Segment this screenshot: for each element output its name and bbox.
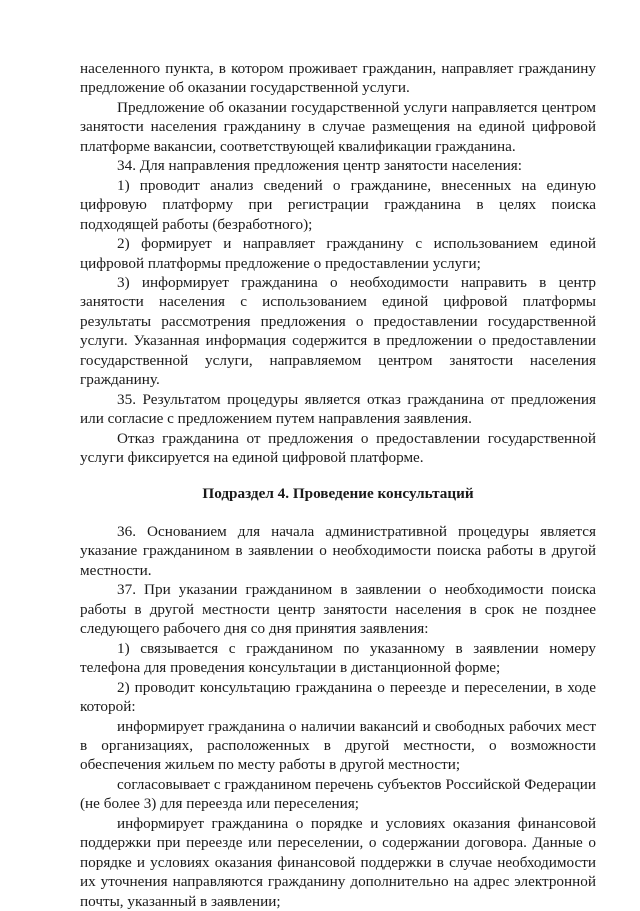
paragraph: 2) проводит консультацию гражданина о переезде и переселении, в ходе которой:	[80, 678, 596, 716]
paragraph: населенного пункта, в котором проживает гражданин, направляет гражданину предложение об оказании государственной услуги.	[80, 60, 596, 97]
paragraph: Предложение об оказании государственной услуги направляется центром занятости населения гражданину в случае размещения на единой цифровой платформе вакансии, соответствующей квалификации гражданина.	[80, 98, 596, 155]
paragraph: информирует гражданина о порядке и условиях оказания финансовой поддержки при переезде или переселении, о содержании договора. Данные о порядке и условиях оказания финансовой поддержки в случае необходимости их уточнения направляются гражданину дополнительно на адрес электронной почты, указанный в заявлении;	[80, 814, 596, 910]
paragraph: 34. Для направления предложения центр занятости населения:	[117, 157, 522, 175]
paragraph: 1) связывается с гражданином по указанному в заявлении номеру телефона для проведения консультации в дистанционной форме;	[80, 639, 596, 677]
paragraph: 2) формирует и направляет гражданину с использованием единой цифровой платформы предложение о предоставлении услуги;	[80, 235, 596, 272]
paragraph: 36. Основанием для начала административной процедуры является указание гражданином в заявлении о необходимости поиска работы в другой местности.	[80, 522, 596, 579]
paragraph: 1) проводит анализ сведений о гражданине, внесенных на единую цифровую платформу при регистрации гражданина в целях поиска подходящей работы (безработного);	[80, 176, 596, 233]
paragraph: 35. Результатом процедуры является отказ гражданина от предложения или согласие с предложением путем направления заявления.	[80, 390, 596, 428]
paragraph: Отказ гражданина от предложения о предоставлении государственной услуги фиксируется на единой цифровой платформе.	[80, 429, 596, 467]
section-heading: Подраздел 4. Проведение консультаций	[202, 484, 474, 502]
paragraph: 3) информирует гражданина о необходимости направить в центр занятости населения с использованием единой цифровой платформы результаты рассмотрения предложения о предоставлении государственной услуги. Указанная информация содержится в предложении о предоставлении государственной услуги, направляемом центром занятости населения гражданину.	[80, 273, 596, 389]
paragraph: согласовывает с гражданином перечень субъектов Российской Федерации (не более 3) для переезда или переселения;	[80, 775, 596, 813]
paragraph: 37. При указании гражданином в заявлении о необходимости поиска работы в другой местности центр занятости населения в срок не позднее следующего рабочего дня со дня принятия заявления:	[80, 581, 596, 638]
document-body	[80, 59, 596, 911]
paragraph: информирует гражданина о наличии вакансий и свободных рабочих мест в организациях, расположенных в другой местности, о возможности обеспечения жильем по месту работы в другой местности;	[80, 717, 596, 774]
